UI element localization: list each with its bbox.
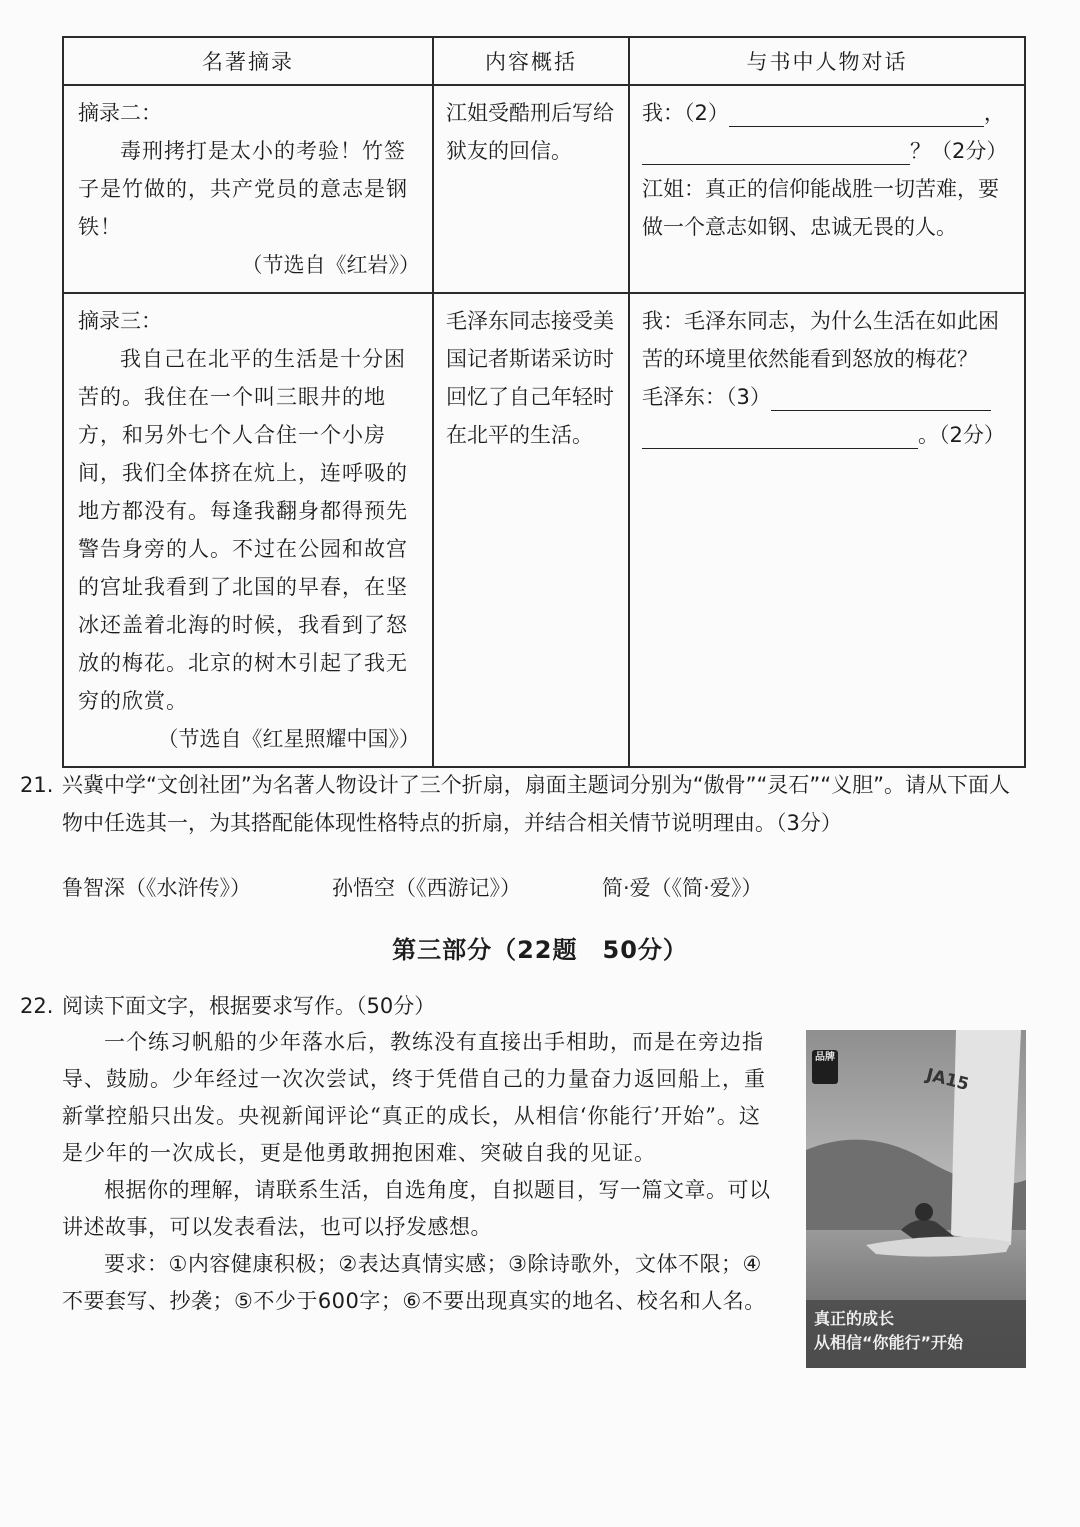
question-22-paragraph-3: 要求：①内容健康积极；②表达真情实感；③除诗歌外，文体不限；④不要套写、抄袭；⑤不少于600字；⑥不要出现真实的地名、校名和人名。 (62, 1252, 766, 1313)
table-row-excerpt-3 (63, 293, 1025, 767)
summary-2-cell (433, 85, 629, 293)
part-three-title: 第三部分（22题 50分） (392, 936, 688, 964)
photo-caption-line2: 从相信“你能行”开始 (814, 1333, 964, 1352)
dialogue-2-cell (629, 85, 1025, 293)
dialogue-2-me-line2 (642, 132, 1014, 170)
dialogue-3-question: 我：毛泽东同志，为什么生活在如此困苦的环境里依然能看到怒放的梅花？ (642, 309, 999, 371)
answer-blank-3b[interactable] (642, 424, 918, 449)
dialogue-3-reply-end: 。（2分） (918, 423, 1005, 447)
sailing-photo (806, 1030, 1026, 1368)
question-21-number: 21. (20, 773, 54, 797)
question-21 (20, 766, 1030, 842)
dialogue-2-me-end: ？（2分） (910, 139, 1008, 163)
character-option-1: 鲁智深（《水浒传》） (62, 876, 251, 900)
question-22-heading: 阅读下面文字，根据要求写作。（50分） (62, 994, 436, 1018)
answer-blank-2a[interactable] (729, 102, 984, 127)
question-22-number: 22. (20, 994, 54, 1018)
question-21-text: 兴冀中学“文创社团”为名著人物设计了三个折扇，扇面主题词分别为“傲骨”“灵石”“义胆”。请从下面人物中任选其一，为其搭配能体现性格特点的折扇，并结合相关情节说明理由。（3分） (62, 773, 1011, 835)
dialogue-3-reply-line1 (642, 378, 1014, 416)
character-option-3: 简·爱（《简·爱》） (602, 876, 763, 900)
photo-caption-line1: 真正的成长 (814, 1309, 895, 1328)
answer-blank-2b[interactable] (642, 140, 910, 165)
reading-table (62, 36, 1026, 768)
question-22-paragraph-1: 一个练习帆船的少年落水后，教练没有直接出手相助，而是在旁边指导、鼓励。少年经过一次次尝试，终于凭借自己的力量奋力返回船上，重新掌控船只出发。央视新闻评论“真正的成长，从相信‘你能行’开始”。这是少年的一次成长，更是他勇敢拥抱困难、突破自我的见证。 (62, 1030, 766, 1165)
table-header-row (63, 37, 1025, 85)
answer-blank-3a[interactable] (771, 386, 991, 411)
excerpt-3-cell (63, 293, 433, 767)
header-summary: 内容概括 (433, 37, 629, 85)
excerpt-3-label: 摘录三： (78, 309, 162, 333)
excerpt-2-text: 毒刑拷打是太小的考验！竹签子是竹做的，共产党员的意志是钢铁！ (78, 139, 408, 239)
header-excerpt: 名著摘录 (63, 37, 433, 85)
dialogue-3-reply-prefix: 毛泽东：（3） (642, 385, 771, 409)
sail-shape (951, 1030, 1021, 1245)
dialogue-2-me-prefix: 我：（2） (642, 101, 729, 125)
excerpt-2-label: 摘录二： (78, 101, 162, 125)
excerpt-2-cell (63, 85, 433, 293)
question-22-paragraph-2: 根据你的理解，请联系生活，自选角度，自拟题目，写一篇文章。可以讲述故事，可以发表看法，也可以抒发感想。 (62, 1178, 771, 1239)
excerpt-2-source: （节选自《红岩》） (241, 253, 420, 277)
header-dialogue: 与书中人物对话 (629, 37, 1025, 85)
dialogue-2-me-line1 (642, 94, 1014, 132)
question-22-heading-row (20, 990, 435, 1020)
summary-3-text: 毛泽东同志接受美国记者斯诺采访时回忆了自己年轻时在北平的生活。 (446, 309, 614, 447)
question-22-body (62, 1024, 782, 1320)
summary-3-cell (433, 293, 629, 767)
character-option-2: 孙悟空（《西游记》） (332, 876, 521, 900)
summary-2-text: 江姐受酷刑后写给狱友的回信。 (446, 101, 614, 163)
dialogue-3-reply-line2 (642, 416, 1014, 454)
excerpt-3-source: （节选自《红星照耀中国》） (157, 727, 420, 751)
sail-number: JA15 (924, 1065, 971, 1095)
dialogue-3-cell (629, 293, 1025, 767)
table-row-excerpt-2 (63, 85, 1025, 293)
dialogue-2-reply: 江姐：真正的信仰能战胜一切苦难，要做一个意志如钢、忠诚无畏的人。 (642, 177, 999, 239)
dialogue-2-comma: ， (983, 101, 1005, 125)
excerpt-3-text: 我自己在北平的生活是十分困苦的。我住在一个叫三眼井的地方，和另外七个人合住一个小房间，我们全体挤在炕上，连呼吸的地方都没有。每逢我翻身都得预先警告身旁的人。不过在公园和故宫的宫址我看到了北国的早春，在坚冰还盖着北海的时候，我看到了怒放的梅花。北京的树木引起了我无穷的欣赏。 (78, 347, 408, 713)
news-logo-icon: 品牌 (812, 1050, 838, 1084)
